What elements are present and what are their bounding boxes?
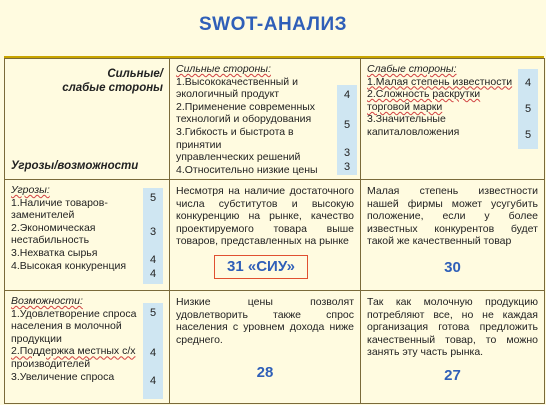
strengths-score-strip bbox=[337, 85, 357, 175]
corner-top-line2: слабые стороны bbox=[62, 82, 163, 95]
weaknesses-heading: Слабые стороны: bbox=[367, 63, 457, 75]
wo-strategy-cell bbox=[361, 291, 545, 404]
list-item: экологичный продукт bbox=[176, 88, 280, 101]
list-item: 1.Высококачественный и bbox=[176, 75, 298, 88]
list-item: продукции bbox=[11, 332, 62, 345]
score-value: 5 bbox=[343, 119, 351, 131]
list-item: 3.Увеличение спроса bbox=[11, 370, 115, 383]
score-value: 5 bbox=[149, 307, 157, 319]
list-item: 2.Сложность раскрутки bbox=[367, 88, 481, 101]
strengths-heading: Сильные стороны: bbox=[176, 63, 271, 75]
list-item: 1.Наличие товаров- bbox=[11, 196, 108, 209]
score-value: 3 bbox=[343, 147, 351, 159]
score-value: 4 bbox=[149, 375, 157, 387]
list-item: заменителей bbox=[11, 209, 75, 222]
list-item: производителей bbox=[11, 357, 91, 370]
score-value: 3 bbox=[343, 161, 351, 173]
list-item: управленческих решений bbox=[176, 151, 301, 164]
corner-bottom-label: Угрозы/возможности bbox=[11, 160, 139, 172]
slide-title: SWOT-АНАЛИЗ bbox=[198, 14, 348, 35]
corner-cell bbox=[5, 59, 170, 180]
wo-score: 27 bbox=[444, 367, 461, 384]
threats-score-strip bbox=[143, 188, 163, 284]
score-value: 5 bbox=[524, 103, 532, 115]
threats-cell bbox=[5, 180, 170, 291]
so-score: 28 bbox=[256, 364, 274, 381]
st-strategy-cell bbox=[170, 180, 361, 291]
score-value: 4 bbox=[149, 254, 157, 266]
list-item: 2.Экономическая bbox=[11, 221, 96, 234]
wo-strategy-text: Так как молочную продукцию потребляют все, но не каждая организация готова предложить качественный товар, то можно занять эту часть рынка. bbox=[367, 296, 538, 359]
opportunities-score-strip bbox=[143, 303, 163, 399]
list-item: 4.Относительно низкие цены bbox=[176, 163, 318, 176]
swot-table bbox=[4, 58, 545, 404]
score-value: 4 bbox=[343, 89, 351, 101]
score-value: 4 bbox=[149, 347, 157, 359]
so-strategy-text: Низкие цены позволят удовлетворить также спрос населения с уровнем дохода ниже среднего. bbox=[176, 296, 354, 346]
list-item: 1.Удовлетворение спроса bbox=[11, 307, 137, 320]
corner-top-label bbox=[62, 67, 163, 96]
wt-strategy-cell bbox=[361, 180, 545, 291]
score-value: 5 bbox=[149, 192, 157, 204]
so-strategy-cell bbox=[170, 291, 361, 404]
list-item: 2.Поддержка местных с/х bbox=[11, 345, 136, 358]
list-item: 2.Применение современных bbox=[176, 100, 316, 113]
list-item: технологий и оборудования bbox=[176, 113, 312, 126]
corner-top-line1: Сильные/ bbox=[107, 68, 163, 80]
score-value: 4 bbox=[149, 268, 157, 280]
list-item: 4.Высокая конкуренция bbox=[11, 259, 127, 272]
wt-strategy-text: Малая степень известности нашей фирмы может усугубить положение, если у более известных конкурентов будет такой же качественный товар bbox=[367, 185, 538, 248]
threats-heading: Угрозы: bbox=[11, 184, 50, 196]
list-item: 3.Значительные bbox=[367, 113, 446, 126]
strengths-cell bbox=[170, 59, 361, 180]
list-item: 3.Гибкость и быстрота в принятии bbox=[176, 125, 294, 151]
st-strategy-text: Несмотря на наличие достаточного числа субститутов и высокую конкуренцию на рынке, качество проектируемого товара выше товаров, представленных на рынке bbox=[176, 185, 354, 248]
list-item: населения в молочной bbox=[11, 320, 122, 333]
wt-score: 30 bbox=[444, 259, 461, 276]
score-value: 3 bbox=[149, 226, 157, 238]
score-value: 5 bbox=[524, 129, 532, 141]
list-item: нестабильность bbox=[11, 234, 90, 247]
opportunities-cell bbox=[5, 291, 170, 404]
list-item: капиталовложения bbox=[367, 125, 460, 138]
weaknesses-cell bbox=[361, 59, 545, 180]
list-item: торговой марки bbox=[367, 100, 443, 113]
list-item: 1.Малая степень известности bbox=[367, 75, 513, 88]
st-score: 31 «СИУ» bbox=[214, 255, 308, 279]
list-item: 3.Нехватка сырья bbox=[11, 246, 98, 259]
weaknesses-score-strip bbox=[518, 69, 538, 149]
score-value: 4 bbox=[524, 77, 532, 89]
opportunities-heading: Возможности: bbox=[11, 295, 83, 307]
